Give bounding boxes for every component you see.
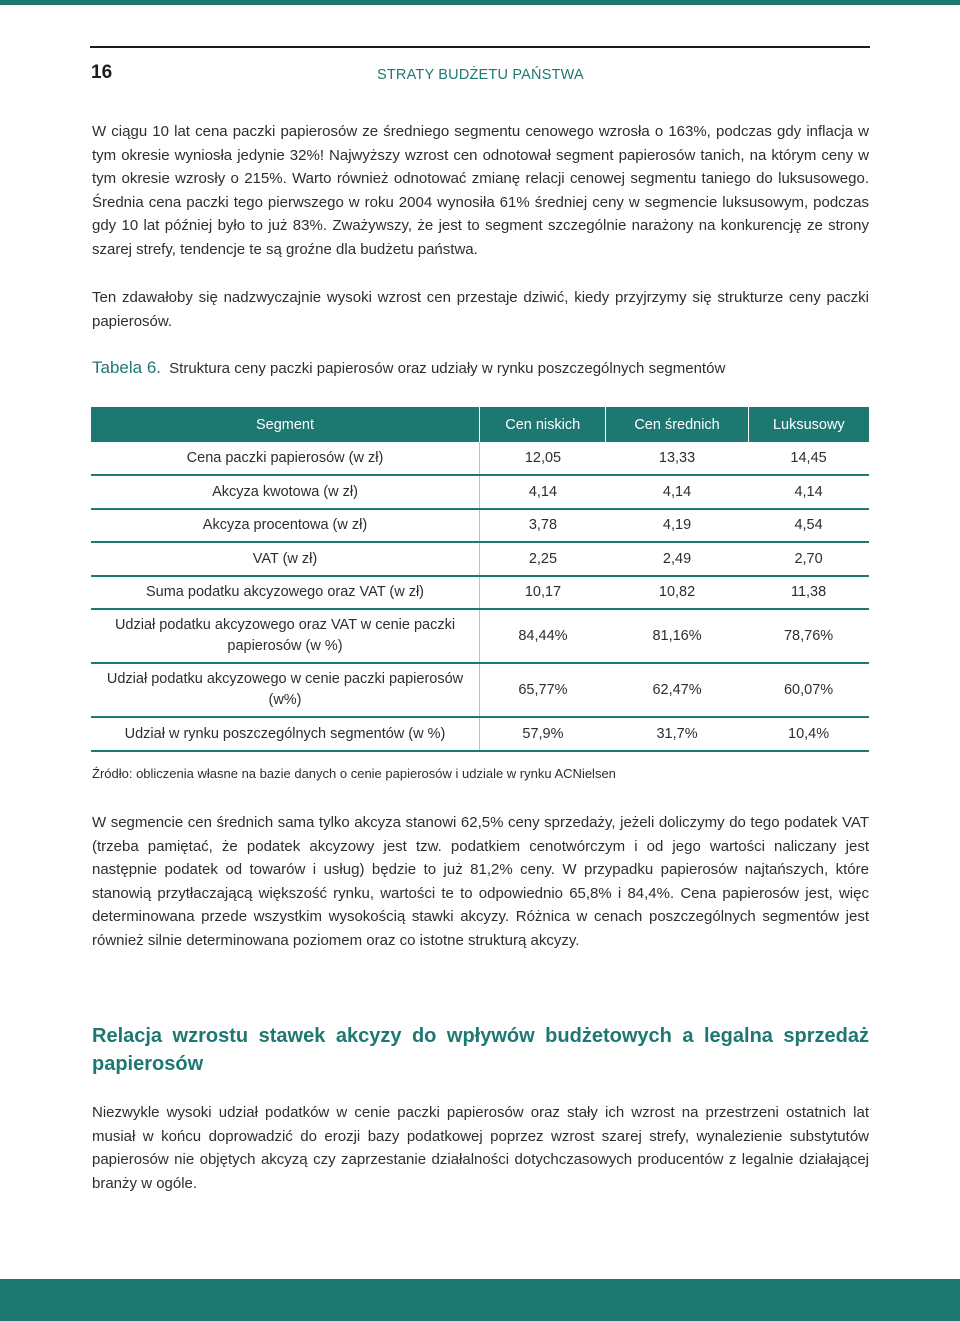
top-accent-bar xyxy=(0,0,960,5)
cell-low: 12,05 xyxy=(480,442,606,475)
cell-low: 3,78 xyxy=(480,509,606,543)
table-row xyxy=(91,576,869,610)
table-row xyxy=(91,475,869,509)
cell-lux: 2,70 xyxy=(748,542,869,576)
table-row xyxy=(91,509,869,543)
cell-mid: 4,14 xyxy=(606,475,748,509)
cell-low: 65,77% xyxy=(480,663,606,717)
table-source: Źródło: obliczenia własne na bazie danych o cenie papierosów i udziale w rynku ACNielsen xyxy=(92,766,616,781)
cell-lux: 11,38 xyxy=(748,576,869,610)
cell-lux: 14,45 xyxy=(748,442,869,475)
running-title: STRATY BUDŻETU PAŃSTWA xyxy=(377,67,584,83)
header-rule xyxy=(90,46,870,48)
paragraph-2: Ten zdawałoby się nadzwyczajnie wysoki wzrost cen przestaje dziwić, kiedy przyjrzymy się strukturze ceny paczki papierosów. xyxy=(92,289,869,330)
price-structure-table xyxy=(91,407,869,752)
table-row xyxy=(91,442,869,475)
row-label: Suma podatku akcyzowego oraz VAT (w zł) xyxy=(91,576,480,610)
cell-lux: 78,76% xyxy=(748,609,869,663)
cell-lux: 60,07% xyxy=(748,663,869,717)
cell-low: 10,17 xyxy=(480,576,606,610)
table-caption xyxy=(92,358,725,378)
cell-mid: 2,49 xyxy=(606,542,748,576)
header-segment: Segment xyxy=(91,407,480,442)
row-label: Udział podatku akcyzowego w cenie paczki papierosów (w%) xyxy=(91,663,480,717)
bottom-accent-bar xyxy=(0,1279,960,1321)
row-label: Akcyza procentowa (w zł) xyxy=(91,509,480,543)
table-row xyxy=(91,717,869,751)
row-label: Akcyza kwotowa (w zł) xyxy=(91,475,480,509)
section-heading: Relacja wzrostu stawek akcyzy do wpływów budżetowych a legalna sprzedaż papierosów xyxy=(92,1025,869,1075)
cell-mid: 4,19 xyxy=(606,509,748,543)
cell-mid: 62,47% xyxy=(606,663,748,717)
page-number: 16 xyxy=(91,62,113,83)
table-row xyxy=(91,663,869,717)
table-caption-text: Struktura ceny paczki papierosów oraz udziały w rynku poszczególnych segmentów xyxy=(169,360,726,377)
header-lux: Luksusowy xyxy=(748,407,869,442)
cell-mid: 10,82 xyxy=(606,576,748,610)
paragraph-4: Niezwykle wysoki udział podatków w cenie paczki papierosów oraz stały ich wzrost na przestrzeni ostatnich lat musiał w końcu doprowadzić do erozji bazy podatkowej poprzez wzrost szarej strefy, wynalezienie substytutów papierosów nie objętych akcyzą czy zaprzestanie działalności dotychczasowych producentów z legalnie działającej branży w ogóle. xyxy=(92,1104,869,1192)
row-label: Udział podatku akcyzowego oraz VAT w cenie paczki papierosów (w %) xyxy=(91,609,480,663)
paragraph-3: W segmencie cen średnich sama tylko akcyza stanowi 62,5% ceny sprzedaży, jeżeli doliczymy do tego podatek VAT (trzeba pamiętać, że podatek akcyzowy jest tzw. podatkiem cenotwórczym i od jego wartości naliczany jest następnie podatek od towarów i usług) będzie to już 81,2% ceny. W przypadku papierosów najtańszych, które stanowią przytłaczającą większość rynku, wartości te to odpowiednio 65,8% i 84,4%. Cena papierosów jest, więc determinowana przede wszystkim wysokością stawki akcyzy. Różnica w cenach poszczególnych segmentów jest również silnie determinowana poziomem oraz co istotne strukturą akcyzy. xyxy=(92,814,869,949)
cell-low: 84,44% xyxy=(480,609,606,663)
table-row xyxy=(91,609,869,663)
row-label: Cena paczki papierosów (w zł) xyxy=(91,442,480,475)
cell-lux: 4,14 xyxy=(748,475,869,509)
row-label: VAT (w zł) xyxy=(91,542,480,576)
cell-mid: 13,33 xyxy=(606,442,748,475)
table-caption-label: Tabela 6. xyxy=(92,358,161,377)
cell-lux: 4,54 xyxy=(748,509,869,543)
cell-mid: 31,7% xyxy=(606,717,748,751)
paragraph-1: W ciągu 10 lat cena paczki papierosów ze średniego segmentu cenowego wzrosła o 163%, podczas gdy inflacja w tym okresie wyniosła jedynie 32%! Najwyższy wzrost cen odnotował segment papierosów tanich, na którym ceny w tym okresie wzrosły o 215%. Warto również odnotować zmianę relacji cenowej segmentu taniego do luksusowego. Średnia cena paczki tego pierwszego w roku 2004 wynosiła 61% średniej ceny w segmencie luksusowym, podczas gdy 10 lat później było to już 83%. Zważywszy, że jest to segment szczególnie narażony na konkurencję ze strony szarej strefy, tendencje te są groźne dla budżetu państwa. xyxy=(92,123,869,258)
cell-mid: 81,16% xyxy=(606,609,748,663)
cell-low: 57,9% xyxy=(480,717,606,751)
cell-lux: 10,4% xyxy=(748,717,869,751)
row-label: Udział w rynku poszczególnych segmentów (w %) xyxy=(91,717,480,751)
cell-low: 2,25 xyxy=(480,542,606,576)
header-mid: Cen średnich xyxy=(606,407,748,442)
table-header-row xyxy=(91,407,869,442)
table-row xyxy=(91,542,869,576)
header-low: Cen niskich xyxy=(480,407,606,442)
cell-low: 4,14 xyxy=(480,475,606,509)
